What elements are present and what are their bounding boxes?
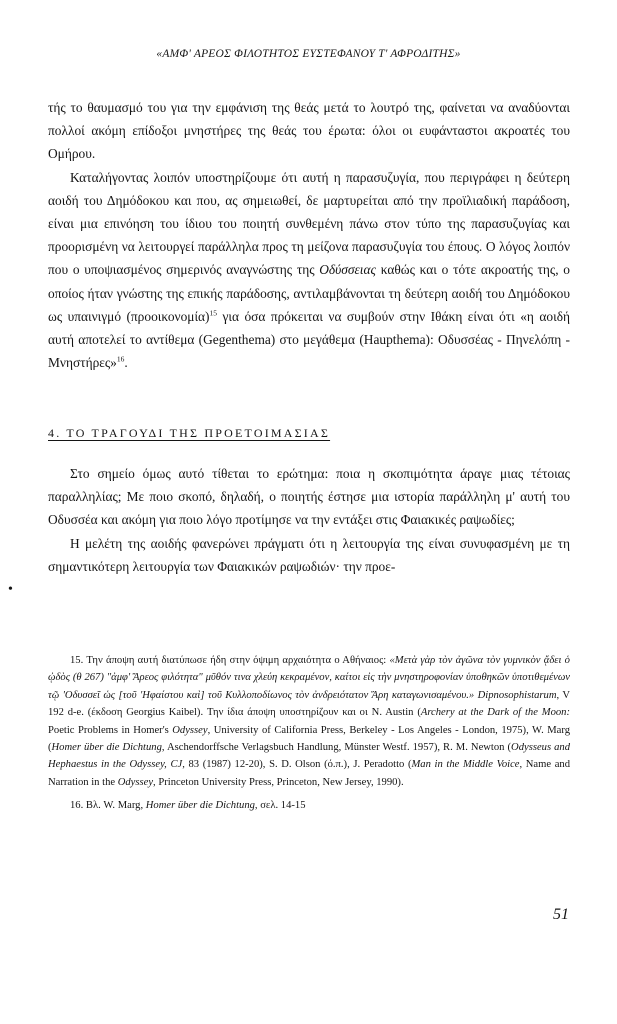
footnote-16 xyxy=(48,797,570,814)
fn-text: Poetic Problems in Homer's xyxy=(48,724,173,736)
fn-text: , University of California Press, Berkeley - Los Angeles - London, 1975), W. Marg ( xyxy=(48,724,570,754)
fn-text: , V 192 d-e. (έκδοση Georgius Kaibel). Την ίδια άποψη υποστηρίζουν και οι N. Austin ( xyxy=(48,689,570,719)
footnotes xyxy=(48,652,570,821)
paragraph xyxy=(48,166,570,375)
page-number: 51 xyxy=(553,906,569,923)
fn-title: Odyssey xyxy=(117,776,154,788)
fn-text: 16. Βλ. W. Marg, xyxy=(70,800,146,812)
fn-title: Odyssey xyxy=(172,724,208,736)
paragraph: Στο σημείο όμως αυτό τίθεται το ερώτημα: ποια η σκοπιμότητα άραγε μιας τέτοιας παραλληλίας; Με ποιο σκοπό, δηλαδή, ο ποιητής έστησε μια ιστορία παράλληλη μ' αυτή του Οδυσσέα και ακόμη για ποιο λόγο προτίμησε να την εντάξει στις Φαιακικές ραψωδίες; xyxy=(48,466,570,528)
fn-title: Dipnosophistarum xyxy=(477,689,557,701)
section-heading: 4. ΤΟ ΤΡΑΓΟΥΔΙ ΤΗΣ ΠΡΟΕΤΟΙΜΑΣΙΑΣ xyxy=(48,426,331,440)
main-text-top xyxy=(48,96,570,374)
fn-title: Odysseus and Hephaestus in the Odyssey, CJ xyxy=(48,742,571,771)
text-run: Καταλήγοντας λοιπόν υποστηρίζουμε ότι αυτή η παρασυζυγία, που περιγράφει η δεύτερη αοιδή του Δημόδοκου και που, ας σημειωθεί, δε μαρτυρείται από την προϊλιαδική παράδοση, είναι μια επινόηση του ίδιου του ποιητή συνθεμένη πάνω στον τύπο της παρασυζυγίας και προορισμένη να λειτουργεί παράλληλα προς τη μείζονα παρασυζυγία του έπους. Ο λόγος λοιπόν που ο υποψιασμένος σημερινός αναγνώστης της xyxy=(48,169,570,278)
fn-title: Man in the Middle Voice xyxy=(411,759,520,771)
fn-text: , σελ. 14-15 xyxy=(254,800,306,812)
text-run: . xyxy=(124,355,128,371)
fn-title: Archery at the Dark of the Moon: xyxy=(420,707,570,719)
fn-text: , Aschendorffsche Verlagsbuch Handlung, Münster Westf. 1957), R. M. Newton ( xyxy=(161,742,512,754)
footnote-15 xyxy=(48,652,570,791)
footnote-ref-16[interactable]: 16 xyxy=(116,354,125,364)
text-run: καθώς και ο τότε ακροατής της, ο οποίος ήταν γνώστης της επικής παράδοσης, αντιλαμβάνονται τη δεύτερη αοιδή του Δημόδοκου ως υπαινιγμό (προοικονομία) xyxy=(48,262,570,324)
paragraph: τής το θαυμασμό του για την εμφάνιση της θεάς μετά το λουτρό της, φαίνεται να αναδύονται πολλοί ακόμη επίδοξοι μνηστήρες της θεάς του έρωτα: όλοι οι ευφάνταστοι ακροατές του Ομήρου. xyxy=(48,100,570,162)
fn-title: Homer über die Dichtung xyxy=(51,742,162,754)
text-run: για όσα πρόκειται να συμβούν στην Ιθάκη είναι ότι «η αοιδή αυτή αποτελεί το αντίθεμα (Gegenthema) στο μεγάθεμα (Haupthema): Οδυσσέας - Πηνελόπη - Μνηστήρες» xyxy=(48,308,571,371)
fn-text: , 83 (1987) 12-20), S. D. Olson (ό.π.), J. Peradotto ( xyxy=(182,759,412,771)
fn-text: , Princeton University Press, Princeton, New Jersey, 1990). xyxy=(153,776,404,788)
fn-quote: «Μετὰ γὰρ τὸν ἀγῶνα τὸν γυμνικὸν ᾄδει ὁ ᾠδὸς (θ 267) "ἀμφ' Ἄρεος φιλότητα" μῦθόν τινα χλεύη κεκραμένον, καίτοι εἰς τὴν μνηστηροφονίαν ὑποθηκῶν ὑποτιθεμένων τῷ 'Οδυσσεῖ ὡς [τοῦ 'Ηφαίστου καὶ] τοῦ Κυλλοποδίωνος τὸν ἀνδρειότατον Ἄρη καταγωνισαμένου.» xyxy=(48,655,570,701)
margin-dot: • xyxy=(8,582,13,597)
running-head: «ΑΜΦ' ΑΡΕΟΣ ΦΙΛΟΤΗΤΟΣ ΕΥΣΤΕΦΑΝΟΥ Τ' ΑΦΡΟΔΙΤΗΣ» xyxy=(156,48,461,60)
fn-text: , Name and Narration in the xyxy=(48,759,570,788)
footnote-ref-15[interactable]: 15 xyxy=(209,308,218,318)
fn-text: 15. Την άποψη αυτή διατύπωσε ήδη στην όψιμη αρχαιότητα ο Αθήναιος: xyxy=(70,655,390,666)
fn-title: Homer über die Dichtung xyxy=(145,800,255,812)
paragraph: Η μελέτη της αοιδής φανερώνει πράγματι ότι η λειτουργία της είναι συνυφασμένη με τη σημαντικότερη λειτουργία των Φαιακικών ραψωδιών· την προε- xyxy=(48,535,570,574)
main-text-bottom xyxy=(48,462,570,578)
italic-title: Οδύσσειας xyxy=(319,262,376,278)
